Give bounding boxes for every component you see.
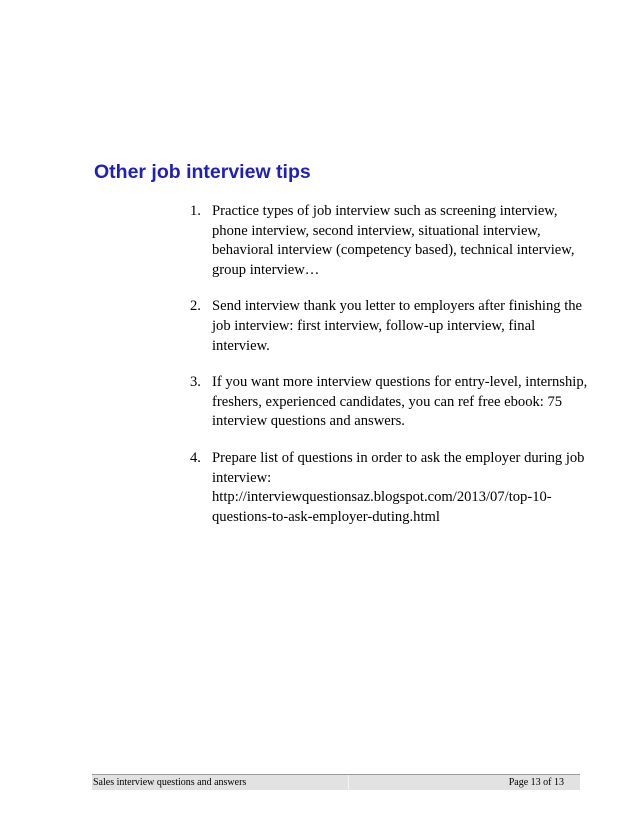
- list-item: [190, 449, 590, 527]
- list-item: [190, 373, 590, 432]
- page-footer: [92, 774, 580, 790]
- list-item-text: Prepare list of questions in order to ask the employer during job interview: http://interviewquestionsaz.blogspot.com/2013/07/top-10-questions-to-ask-employer-duting.html: [212, 449, 585, 525]
- list-item: [190, 202, 590, 280]
- list-item-text: If you want more interview questions for entry-level, internship, freshers, experienced candidates, you can ref free ebook: 75 interview questions and answers.: [212, 374, 588, 430]
- list-item-text: Send interview thank you letter to employers after finishing the job interview: first interview, follow-up interview, final interview.: [212, 298, 583, 354]
- section-heading: Other job interview tips: [94, 161, 311, 183]
- tips-list: [190, 202, 590, 544]
- list-item-number: 3.: [190, 374, 201, 391]
- list-item-text: Practice types of job interview such as screening interview, phone interview, second interview, situational interview, behavioral interview (competency based), technical interview, group interview…: [212, 203, 575, 278]
- list-item-number: 2.: [190, 298, 201, 315]
- footer-title: Sales interview questions and answers: [93, 777, 247, 788]
- footer-divider: [348, 775, 349, 790]
- list-item-number: 4.: [190, 449, 201, 466]
- page-number: Page 13 of 13: [508, 777, 564, 788]
- list-item-number: 1.: [190, 203, 201, 219]
- list-item: [190, 297, 590, 356]
